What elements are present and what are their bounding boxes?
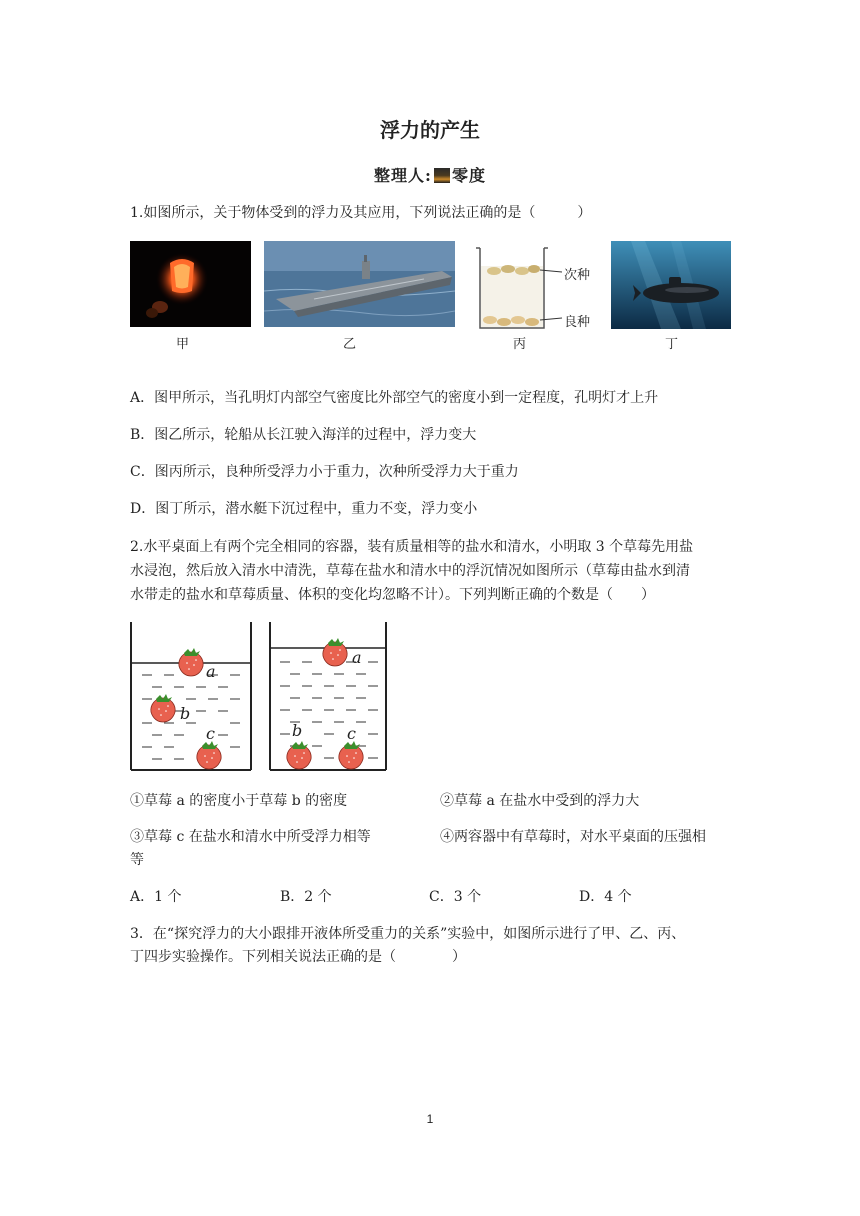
q2-statement-1: ①草莓 a 的密度小于草莓 b 的密度 (130, 793, 348, 809)
sky-lantern-image (130, 241, 251, 327)
q2-option-b: B．2 个 (280, 889, 332, 905)
q3-stem-line1: 3．在“探究浮力的大小跟排开液体所受重力的关系”实验中，如图所示进行了甲、乙、丙、 (130, 926, 686, 942)
q2-statement-4: ④两容器中有草莓时，对水平桌面的压强相 (440, 829, 706, 845)
author-prefix: 整理人: (374, 166, 432, 185)
q2-option-d: D．4 个 (579, 889, 632, 905)
q1-option-d: D．图丁所示，潜水艇下沉过程中，重力不变，浮力变小 (130, 501, 478, 517)
q3-stem-line2: 丁四步实验操作。下列相关说法正确的是（ ） (130, 949, 466, 965)
strawberry-label-c-left: c (206, 724, 215, 743)
q2-statement-3: ③草莓 c 在盐水和清水中所受浮力相等 (130, 829, 371, 845)
strawberry-label-c-right: c (347, 724, 356, 743)
figure-caption-ding: 丁 (665, 337, 679, 352)
q2-stem-line3: 水带走的盐水和草莓质量、体积的变化均忽略不计）。下列判断正确的个数是（ ） (130, 587, 655, 603)
aircraft-carrier-image (264, 241, 455, 327)
q1-stem: 1.如图所示，关于物体受到的浮力及其应用，下列说法正确的是（ ） (130, 205, 592, 221)
strawberry-label-b-right: b (292, 721, 303, 740)
figure-caption-jia: 甲 (176, 337, 190, 352)
q2-stem-line1: 2.水平桌面上有两个完全相同的容器，装有质量相等的盐水和清水，小明取 3 个草莓先用盐 (130, 539, 694, 555)
figure-caption-yi: 乙 (343, 337, 357, 352)
author-name: 零度 (451, 166, 486, 185)
strawberry-label-a-left: a (206, 662, 216, 681)
page-number: 1 (426, 1112, 434, 1126)
q1-option-b: B．图乙所示，轮船从长江驶入海洋的过程中，浮力变大 (130, 427, 477, 443)
author-avatar-icon (434, 168, 450, 183)
strawberry-containers-diagram (128, 620, 390, 772)
submarine-image (611, 241, 731, 329)
q2-option-c: C．3 个 (429, 889, 482, 905)
q1-option-c: C．图丙所示，良种所受浮力小于重力，次种所受浮力大于重力 (130, 464, 519, 480)
q1-option-a: A．图甲所示，当孔明灯内部空气密度比外部空气的密度小到一定程度，孔明灯才上升 (130, 390, 659, 406)
strawberry-label-b-left: b (180, 704, 191, 723)
q2-statement-2: ②草莓 a 在盐水中受到的浮力大 (440, 793, 640, 809)
q2-stem-line2: 水浸泡，然后放入清水中清洗，草莓在盐水和清水中的浮沉情况如图所示（草莓由盐水到清 (130, 563, 690, 579)
q2-option-a: A．1 个 (130, 889, 182, 905)
q2-statement-4-cont: 等 (130, 852, 144, 868)
seed-label-bottom: 良种 (564, 315, 591, 330)
strawberry-label-a-right: a (352, 648, 362, 667)
author-line (0, 163, 860, 186)
page-title: 浮力的产生 (380, 118, 480, 142)
seed-label-top: 次种 (564, 268, 591, 283)
figure-caption-bing: 丙 (513, 337, 527, 352)
